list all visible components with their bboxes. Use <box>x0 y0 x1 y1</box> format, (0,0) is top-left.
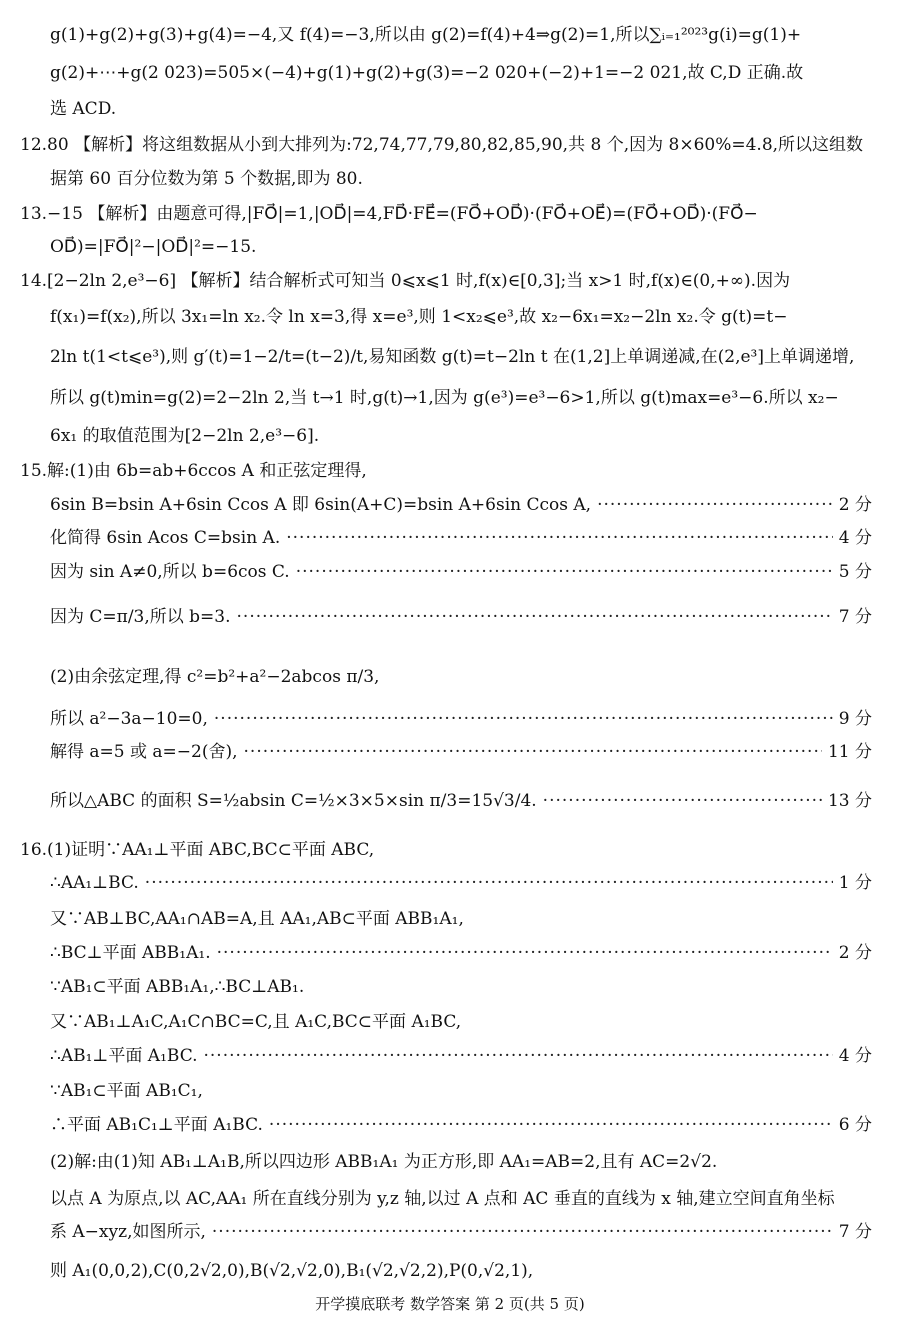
scored-step <box>50 870 872 896</box>
text-line: g(1)+g(2)+g(3)+g(4)=−4,又 f(4)=−3,所以由 g(2)=f(4)+4⇒g(2)=1,所以∑ᵢ₌₁²⁰²³g(i)=g(1)+ <box>50 25 802 45</box>
step-text: 因为 sin A≠0,所以 b=6cos C. <box>50 562 290 582</box>
step-score: 4 分 <box>838 1046 872 1066</box>
step-score: 1 分 <box>838 873 872 893</box>
scored-step <box>50 706 872 732</box>
step-score: 6 分 <box>838 1115 872 1135</box>
step-text: 又∵AB₁⊥A₁C,A₁C∩BC=C,且 A₁C,BC⊂平面 A₁BC, <box>50 1012 462 1032</box>
step-score: 2 分 <box>838 495 872 515</box>
leader-dots <box>204 1043 833 1069</box>
text-line: g(2)+⋯+g(2 023)=505×(−4)+g(1)+g(2)+g(3)=−2 020+(−2)+1=−2 021,故 C,D 正确.故 <box>50 63 804 83</box>
step-score: 7 分 <box>838 607 872 627</box>
step-score: 4 分 <box>838 528 872 548</box>
step-text: ∵AB₁⊂平面 AB₁C₁, <box>50 1081 203 1101</box>
step-text: ∴AA₁⊥BC. <box>50 873 139 893</box>
scored-step <box>50 1112 872 1138</box>
q12-answer: 12.80 【解析】将这组数据从小到大排列为:72,74,77,79,80,82,85,90,共 8 个,因为 8×60%=4.8,所以这组数 <box>20 135 864 155</box>
scored-step <box>50 604 872 630</box>
text-line: 6x₁ 的取值范围为[2−2ln 2,e³−6]. <box>50 426 320 446</box>
scored-step <box>50 525 872 551</box>
leader-dots <box>244 739 822 765</box>
scored-step <box>50 492 872 518</box>
step-text: 解得 a=5 或 a=−2(舍), <box>50 742 238 762</box>
step-text: 所以△ABC 的面积 S=½absin C=½×3×5×sin π/3=15√3/4. <box>50 791 537 811</box>
step-score: 7 分 <box>838 1222 872 1242</box>
step-text: 所以 a²−3a−10=0, <box>50 709 208 729</box>
step-score: 11 分 <box>827 742 872 762</box>
q16-part2-line: 以点 A 为原点,以 AC,AA₁ 所在直线分别为 y,z 轴,以过 A 点和 AC 垂直的直线为 x 轴,建立空间直角坐标 <box>50 1189 835 1209</box>
scored-step <box>50 940 872 966</box>
leader-dots <box>286 525 833 551</box>
leader-dots <box>145 870 833 896</box>
scored-step <box>50 739 872 765</box>
page-footer: 开学摸底联考 数学答案 第 2 页(共 5 页) <box>315 1295 585 1313</box>
text-line: 所以 g(t)min=g(2)=2−2ln 2,当 t→1 时,g(t)→1,因为 g(e³)=e³−6>1,所以 g(t)max=e³−6.所以 x₂− <box>50 388 839 408</box>
scored-step <box>50 1043 872 1069</box>
q15-intro: 15.解:(1)由 6b=ab+6ccos A 和正弦定理得, <box>20 461 367 481</box>
scored-step <box>50 788 872 814</box>
step-score: 5 分 <box>838 562 872 582</box>
step-score: 13 分 <box>827 791 872 811</box>
leader-dots <box>269 1112 833 1138</box>
q16-part2-line: 则 A₁(0,0,2),C(0,2√2,0),B(√2,√2,0),B₁(√2,√2,2),P(0,√2,1), <box>50 1261 534 1281</box>
q15-part2-intro: (2)由余弦定理,得 c²=b²+a²−2abcos π/3, <box>50 667 380 687</box>
step-text: 化简得 6sin Acos C=bsin A. <box>50 528 281 548</box>
text-line: 选 ACD. <box>50 99 117 119</box>
step-text: ∴BC⊥平面 ABB₁A₁. <box>50 943 211 963</box>
leader-dots <box>214 706 833 732</box>
leader-dots <box>597 492 833 518</box>
step-text: 又∵AB⊥BC,AA₁∩AB=A,且 AA₁,AB⊂平面 ABB₁A₁, <box>50 909 464 929</box>
step-text: ∴AB₁⊥平面 A₁BC. <box>50 1046 198 1066</box>
leader-dots <box>217 940 833 966</box>
text-line: OD⃗)=|FO⃗|²−|OD⃗|²=−15. <box>50 237 257 257</box>
leader-dots <box>543 788 822 814</box>
text-line: 2ln t(1<t⩽e³),则 g′(t)=1−2/t=(t−2)/t,易知函数 g(t)=t−2ln t 在(1,2]上单调递减,在(2,e³]上单调递增, <box>50 347 855 367</box>
step-text: 因为 C=π/3,所以 b=3. <box>50 607 231 627</box>
step-text: 系 A−xyz,如图所示, <box>50 1222 206 1242</box>
text-line: 据第 60 百分位数为第 5 个数据,即为 80. <box>50 169 363 189</box>
scored-step <box>50 1219 872 1245</box>
scored-step <box>50 559 872 585</box>
step-text: 6sin B=bsin A+6sin Ccos A 即 6sin(A+C)=bsin A+6sin Ccos A, <box>50 495 592 515</box>
step-text: ∴平面 AB₁C₁⊥平面 A₁BC. <box>50 1115 263 1135</box>
step-score: 2 分 <box>838 943 872 963</box>
leader-dots <box>296 559 833 585</box>
leader-dots <box>237 604 833 630</box>
q14-answer: 14.[2−2ln 2,e³−6] 【解析】结合解析式可知当 0⩽x⩽1 时,f(x)∈[0,3];当 x>1 时,f(x)∈(0,+∞).因为 <box>20 271 791 291</box>
leader-dots <box>212 1219 833 1245</box>
text-line: f(x₁)=f(x₂),所以 3x₁=ln x₂.令 ln x=3,得 x=e³,则 1<x₂⩽e³,故 x₂−6x₁=x₂−2ln x₂.令 g(t)=t− <box>50 307 788 327</box>
q16-intro: 16.(1)证明∵AA₁⊥平面 ABC,BC⊂平面 ABC, <box>20 840 375 860</box>
q16-part2-line: (2)解:由(1)知 AB₁⊥A₁B,所以四边形 ABB₁A₁ 为正方形,即 AA₁=AB=2,且有 AC=2√2. <box>50 1152 718 1172</box>
step-score: 9 分 <box>838 709 872 729</box>
step-text: ∵AB₁⊂平面 ABB₁A₁,∴BC⊥AB₁. <box>50 977 305 997</box>
q13-answer: 13.−15 【解析】由题意可得,|FO⃗|=1,|OD⃗|=4,FD⃗·FE⃗=(FO⃗+OD⃗)·(FO⃗+OE⃗)=(FO⃗+OD⃗)·(FO⃗− <box>20 204 758 224</box>
